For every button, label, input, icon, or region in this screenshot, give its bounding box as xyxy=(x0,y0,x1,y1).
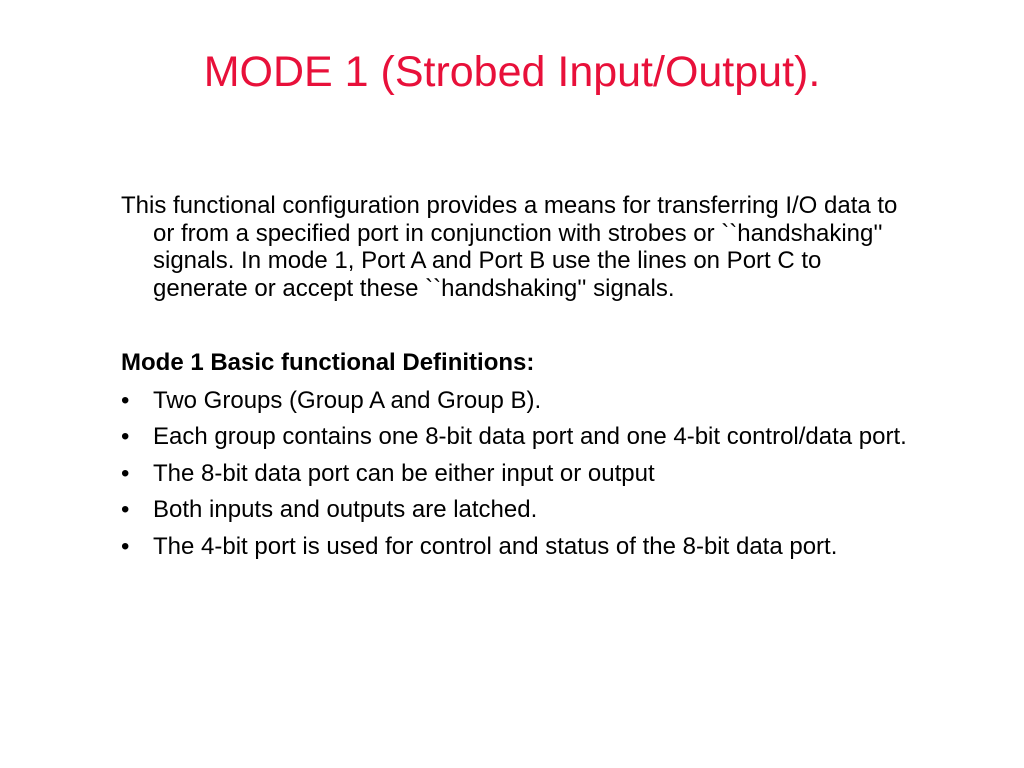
bullet-icon: • xyxy=(121,496,130,523)
list-item-text: Two Groups (Group A and Group B). xyxy=(153,386,542,414)
bullet-icon: • xyxy=(121,423,130,450)
list-item-text: The 4-bit port is used for control and status of the 8-bit data port. xyxy=(153,532,838,560)
bullet-icon: • xyxy=(121,386,130,414)
list-item xyxy=(121,496,921,524)
list-item xyxy=(121,533,921,561)
slide-body xyxy=(121,192,921,569)
section-heading: Mode 1 Basic functional Definitions: xyxy=(121,349,535,376)
list-item-text: Both inputs and outputs are latched. xyxy=(153,496,538,523)
list-item xyxy=(121,387,921,415)
bullet-icon: • xyxy=(121,532,130,560)
list-item-text: The 8-bit data port can be either input or output xyxy=(153,459,655,487)
definitions-list xyxy=(121,387,921,561)
slide-title: MODE 1 (Strobed Input/Output). xyxy=(203,48,821,96)
list-item xyxy=(121,423,921,451)
bullet-icon: • xyxy=(121,459,130,487)
intro-paragraph: This functional configuration provides a means for transferring I/O data to or from a specified port in conjunction with strobes or ``handshaking'' signals. In mode 1, Port A and Port B use the lines on Port C to generate or accept these ``handshaking'' signals. xyxy=(121,192,898,302)
list-item-text: Each group contains one 8-bit data port and one 4-bit control/data port. xyxy=(153,423,907,450)
list-item xyxy=(121,460,921,488)
